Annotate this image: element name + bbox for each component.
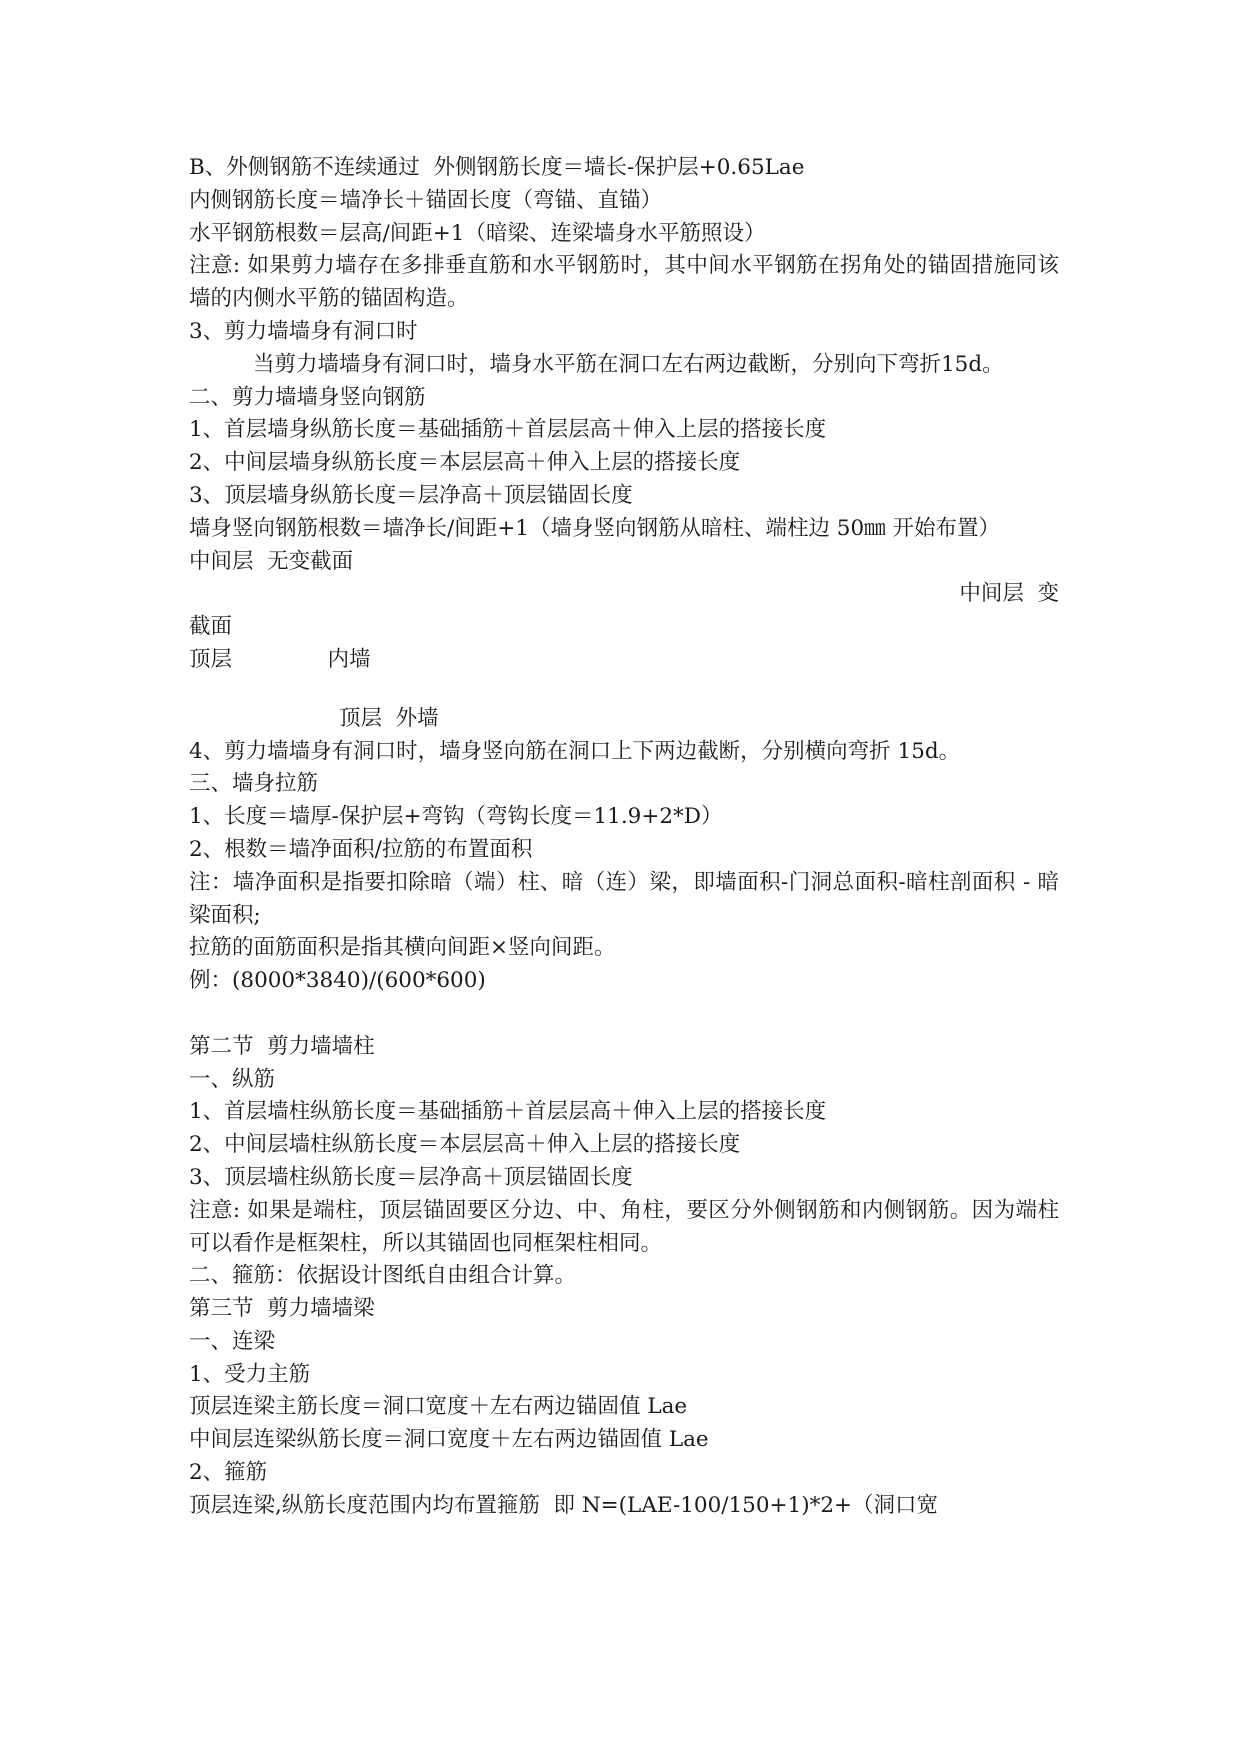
- text-line: 2、中间层墙柱纵筋长度＝本层层高＋伸入上层的搭接长度: [189, 1132, 741, 1158]
- text-line: 4、剪力墙墙身有洞口时，墙身竖向筋在洞口上下两边截断，分别横向弯折 15d。: [189, 738, 961, 764]
- text-line: 顶层连梁主筋长度＝洞口宽度＋左右两边锚固值 Lae: [189, 1394, 688, 1420]
- section-heading: 一、连梁: [189, 1328, 276, 1354]
- figure-caption: 截面: [189, 614, 233, 640]
- text-line: 内侧钢筋长度＝墙净长＋锚固长度（弯锚、直锚）: [189, 187, 663, 213]
- figure-caption: 顶层 内墙: [189, 646, 371, 672]
- section-heading: 一、纵筋: [189, 1066, 276, 1092]
- section-heading: 第三节 剪力墙墙梁: [189, 1296, 375, 1322]
- text-line: 2、箍筋: [189, 1460, 268, 1486]
- section-heading: 三、墙身拉筋: [189, 771, 319, 797]
- text-line: 1、首层墙柱纵筋长度＝基础插筋＋首层层高＋伸入上层的搭接长度: [189, 1099, 827, 1125]
- text-line: 二、箍筋：依据设计图纸自由组合计算。: [189, 1263, 577, 1289]
- text-line: 拉筋的面筋面积是指其横向间距×竖向间距。: [189, 935, 616, 961]
- text-paragraph: 注：墙净面积是指要扣除暗（端）柱、暗（连）梁，即墙面积-门洞总面积-暗柱剖面积 - 暗梁面积;: [189, 869, 1059, 928]
- text-paragraph: 注意: 如果是端柱，顶层锚固要区分边、中、角柱，要区分外侧钢筋和内侧钢筋。因为端柱可以看作是框架柱，所以其锚固也同框架柱相同。: [189, 1197, 1059, 1256]
- text-paragraph: 当剪力墙墙身有洞口时，墙身水平筋在洞口左右两边截断，分别向下弯折15d。: [253, 351, 1004, 377]
- text-line: 3、顶层墙柱纵筋长度＝层净高＋顶层锚固长度: [189, 1164, 633, 1190]
- text-line: 3、顶层墙身纵筋长度＝层净高＋顶层锚固长度: [189, 482, 633, 508]
- spacer: [189, 998, 1059, 1031]
- text-paragraph: 墙身竖向钢筋根数＝墙净长/间距+1（墙身竖向钢筋从暗柱、端柱边 50㎜ 开始布置）: [189, 515, 1000, 541]
- section-heading: 二、剪力墙墙身竖向钢筋: [189, 384, 426, 410]
- text-line: 1、受力主筋: [189, 1361, 311, 1387]
- text-line: 1、长度＝墙厚-保护层+弯钩（弯钩长度＝11.9+2*D）: [189, 804, 723, 830]
- section-heading: 3、剪力墙墙身有洞口时: [189, 318, 418, 344]
- text-line: 中间层连梁纵筋长度＝洞口宽度＋左右两边锚固值 Lae: [189, 1427, 709, 1453]
- text-line: 顶层连梁,纵筋长度范围内均布置箍筋 即 N=(LAE-100/150+1)*2+（洞口宽: [189, 1492, 939, 1518]
- spacer: [189, 677, 1059, 703]
- text-line: 例：(8000*3840)/(600*600): [189, 968, 486, 994]
- figure-caption: 中间层 无变截面: [189, 548, 354, 574]
- text-line: B、外侧钢筋不连续通过 外侧钢筋长度＝墙长-保护层+0.65Lae: [189, 155, 805, 180]
- text-paragraph: 注意: 如果剪力墙存在多排垂直筋和水平钢筋时，其中间水平钢筋在拐角处的锚固措施同该墙的内侧水平筋的锚固构造。: [189, 253, 1059, 312]
- figure-caption: 顶层 外墙: [339, 705, 439, 731]
- section-heading: 第二节 剪力墙墙柱: [189, 1033, 375, 1059]
- text-line: 水平钢筋根数＝层高/间距+1（暗梁、连梁墙身水平筋照设）: [189, 220, 766, 246]
- text-line: 1、首层墙身纵筋长度＝基础插筋＋首层层高＋伸入上层的搭接长度: [189, 417, 827, 443]
- text-line: 2、根数＝墙净面积/拉筋的布置面积: [189, 836, 533, 862]
- text-line: 2、中间层墙身纵筋长度＝本层层高＋伸入上层的搭接长度: [189, 450, 741, 476]
- document-body: [189, 152, 1059, 1523]
- figure-caption: 中间层 变: [959, 581, 1059, 607]
